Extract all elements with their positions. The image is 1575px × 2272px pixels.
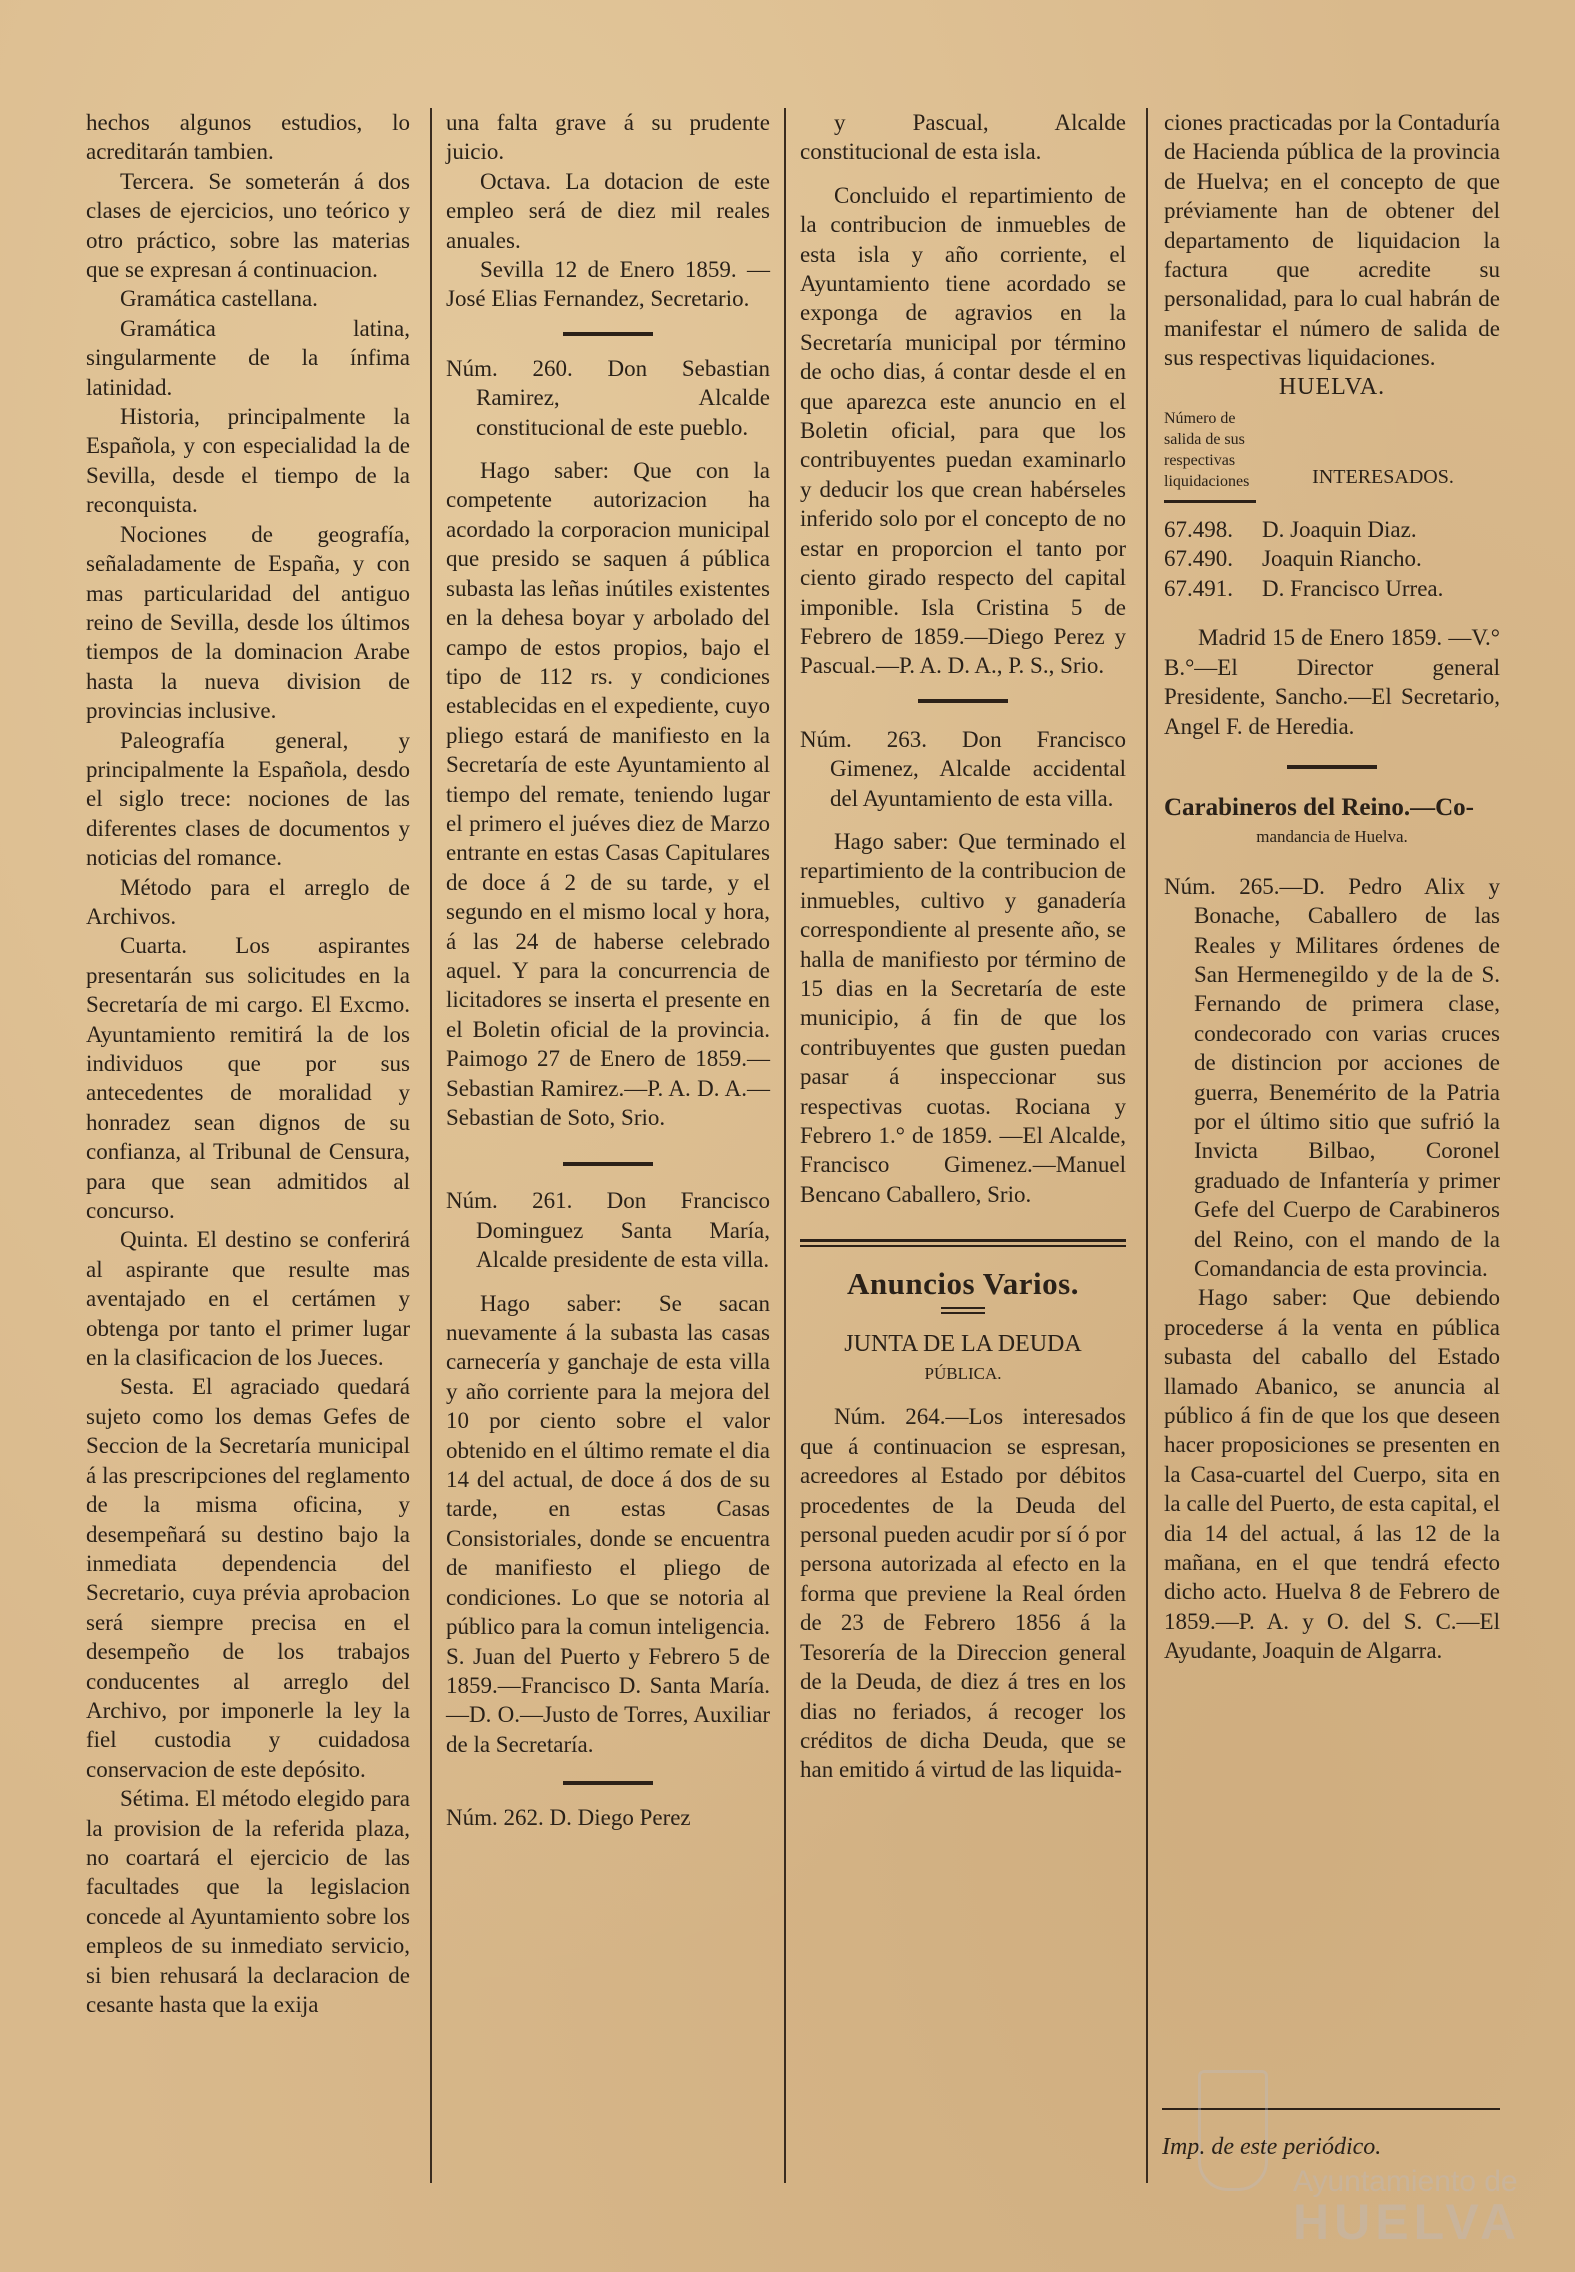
- paragraph: ciones practicadas por la Contaduría de Hacienda pública de la provincia de Huelva; en el concepto de que préviamente han de obtener del departamento de liquidacion la factura que acredite su personalidad, para lo cual habrán de manifestar el número de salida de sus respectivas liquidaciones.: [1164, 110, 1500, 371]
- huelva-heading: HUELVA.: [1278, 373, 1386, 400]
- section-double-rule: [800, 1239, 1126, 1247]
- table-header-right: INTERESADOS.: [1312, 465, 1454, 488]
- table-cell-number: 67.491.: [1164, 575, 1233, 601]
- paragraph: Madrid 15 de Enero 1859. —V.° B.°—El Director general Presidente, Sancho.—El Secretario, Angel F. de Heredia.: [1164, 625, 1500, 739]
- watermark: [1198, 2065, 1538, 2255]
- table-cell-name: Joaquin Riancho.: [1262, 546, 1422, 572]
- notice-heading-260: Núm. 260. Don Sebastian Ramirez, Alcalde constitucional de este pueblo.: [446, 355, 770, 440]
- table-row: [1164, 574, 1500, 603]
- paragraph: Sétima. El método elegido para la provision de la referida plaza, no coartará el ejercicio de las facultades que la legislacion concede al Ayuntamiento sobre los empleos de su inmediato servicio, si bien rehusará la declaracion de cesante hasta que la exija: [86, 1786, 410, 2017]
- notice-heading-263: Núm. 263. Don Francisco Gimenez, Alcalde accidental del Ayuntamiento de esta villa.: [800, 726, 1126, 811]
- table-header: [1164, 408, 1500, 492]
- table-cell-number: 67.490.: [1164, 546, 1233, 572]
- paragraph: hechos algunos estudios, lo acreditarán tambien.: [86, 110, 410, 165]
- junta-title: JUNTA DE LA DEUDA: [844, 1330, 1082, 1357]
- carabineros-title: Carabineros del Reino.—Co-: [1164, 793, 1474, 821]
- table-header-left: Número de salida de sus respectivas liquidaciones: [1164, 410, 1250, 491]
- junta-subtitle: PÚBLICA.: [924, 1364, 1002, 1384]
- separator-rule: [1287, 765, 1377, 769]
- notice-heading-265: Núm. 265.—D. Pedro Alix y Bonache, Caballero de las Reales y Militares órdenes de San Hermenegildo y de la de S. Fernando de primera clase, condecorado con varias cruces de distincion por acciones de guerra, Benemérito de la Patria por el último sitio que sufrió la Invicta Bilbao, Coronel graduado de Infantería y primer Gefe del Cuerpo de Carabineros del Reino, con el mando de la Comandancia de esta provincia.: [1164, 873, 1500, 1281]
- paragraph: Sevilla 12 de Enero 1859. —José Elias Fernandez, Secretario.: [446, 257, 770, 312]
- notice-heading-262: Núm. 262. D. Diego Perez: [446, 1805, 691, 1831]
- column-divider-2: [784, 108, 786, 2183]
- notice-body-265: Hago saber: Que debiendo procederse á la venta en pública subasta del caballo del Estado llamado Abanico, se anuncia al público á fin de que los que deseen hacer proposiciones se presenten en la Casa-cuartel del Cuerpo, sita en la calle del Puerto, de esta capital, el dia 14 del actual, á las 12 de la mañana, en el que tendrá efecto dicho acto. Huelva 8 de Febrero de 1859.—P. A. y O. del S. C.—El Ayudante, Joaquin de Algarra.: [1164, 1285, 1500, 1664]
- paragraph: Tercera. Se someterán á dos clases de ejercicios, uno teórico y otro práctico, sobre las materias que se expresan á continuacion.: [86, 168, 410, 283]
- watermark-line-1: Ayuntamiento de: [1293, 2165, 1518, 2198]
- separator-rule: [918, 699, 1008, 703]
- table-row: [1164, 544, 1500, 573]
- paragraph: una falta grave á su prudente juicio.: [446, 110, 770, 165]
- printer-imprint: Imp. de este periódico.: [1162, 2134, 1382, 2160]
- paragraph: Quinta. El destino se conferirá al aspirante que resulte mas aventajado en el certámen y obtenga por tanto el primer lugar en la clasificacion de los Jueces.: [86, 1227, 410, 1371]
- notice-body-261: Hago saber: Se sacan nuevamente á la subasta las casas carnecería y ganchaje de esta villa y año corriente para la mejora del 10 por ciento sobre el valor obtenido en el último remate el dia 14 del actual, de doce á dos de su tarde, en estas Casas Consistoriales, donde se encuentra de manifiesto el pliego de condiciones. Lo que se notoria al público para la comun inteligencia. S. Juan del Puerto y Febrero 5 de 1859.—Francisco D. Santa María.—D. O.—Justo de Torres, Auxiliar de la Secretaría.: [446, 1290, 770, 1757]
- paragraph: y Pascual, Alcalde constitucional de esta isla.: [800, 110, 1126, 165]
- paragraph: Paleografía general, y principalmente la Española, desdo el siglo trece: nociones de las diferentes clases de documentos y noticias del romance.: [86, 727, 410, 871]
- ornament-rule: [941, 1307, 985, 1314]
- paragraph: Concluido el repartimiento de la contribucion de inmuebles de esta isla y año corriente, el Ayuntamiento tiene acordado se exponga de agravios en la Secretaría municipal por término de ocho dias, á contar desde el en que aparezca este anuncio en el Boletin oficial, para que los contribuyentes puedan examinarlo y deducir los que crean habérseles inferido solo por el concepto de no estar en proporcion el tanto por ciento girado respecto del capital imponible. Isla Cristina 5 de Febrero de 1859.—Diego Perez y Pascual.—P. A. D. A., P. S., Srio.: [800, 182, 1126, 679]
- paragraph: Historia, principalmente la Española, y con especialidad la de Sevilla, desde el tiempo de la reconquista.: [86, 404, 410, 518]
- separator-rule: [563, 332, 653, 336]
- table-cell-name: D. Joaquin Diaz.: [1262, 517, 1417, 543]
- column-3: [800, 108, 1126, 1785]
- table-cell-number: 67.498.: [1164, 517, 1233, 543]
- column-divider-3: [1146, 108, 1148, 2183]
- column-2: [446, 108, 770, 1833]
- paragraph: Cuarta. Los aspirantes presentarán sus solicitudes en la Secretaría de mi cargo. El Excmo. Ayuntamiento remitirá la de los individuos que por sus antecedentes de moralidad y honradez sean dignos de su confianza, al Tribunal de Censura, para que sean admitidos al concurso.: [86, 933, 410, 1224]
- notice-body-263: Hago saber: Que terminado el repartimiento de la contribucion de inmuebles, cultivo y ganadería correspondiente al presente año, se halla de manifiesto por término de 15 dias en la Secretaría de este municipio, á fin de que los contribuyentes que gusten puedan pasar á inspeccionar sus respectivas cuotas. Rociana y Febrero 1.° de 1859. —El Alcalde, Francisco Gimenez.—Manuel Bencano Caballero, Srio.: [800, 828, 1126, 1207]
- watermark-line-2: HUELVA: [1293, 2194, 1522, 2250]
- section-title-anuncios: Anuncios Varios.: [847, 1266, 1079, 1302]
- paragraph: Método para el arreglo de Archivos.: [86, 874, 410, 929]
- paragraph: Nociones de geografía, señaladamente de España, y con mas particularidad del antiguo reino de Sevilla, desde los últimos tiempos de la dominacion Arabe hasta la nueva division de provincias inclusive.: [86, 521, 410, 724]
- table-underline: [1164, 500, 1256, 503]
- table-cell-name: D. Francisco Urrea.: [1262, 575, 1444, 601]
- paragraph: Sesta. El agraciado quedará sujeto como los demas Gefes de Seccion de la Secretaría municipal á las prescripciones del reglamento de la misma oficina, y desempeñará su destino bajo la inmediata dependencia del Secretario, cuya prévia aprobacion será siempre precisa en el desempeño de los trabajos conducentes al arreglo del Archivo, por imponerle la ley la fiel custodia y cuidadosa conservacion de este depósito.: [86, 1374, 410, 1782]
- notice-body-260: Hago saber: Que con la competente autorizacion ha acordado la corporacion municipal que presido se saquen á pública subasta las leñas inútiles existentes en la dehesa boyar y arbolado del campo de estos propios, bajo el tipo de 112 rs. y condiciones establecidas en el expediente, cuyo pliego estará de manifiesto en la Secretaría de este Ayuntamiento al tiempo del remate, teniendo lugar el primero el juéves diez de Marzo entrante en estas Casas Capitulares de doce á 2 de su tarde, y el segundo en el mismo local y hora, á las 24 de haberse celebrado aquel. Y para la concurrencia de licitadores se inserta el presente en el Boletin oficial de la provincia. Paimogo 27 de Enero de 1859.—Sebastian Ramirez.—P. A. D. A.—Sebastian de Soto, Srio.: [446, 458, 770, 1130]
- paragraph: Gramática latina, singularmente de la ínfima latinidad.: [86, 315, 410, 400]
- paragraph: Gramática castellana.: [120, 286, 318, 312]
- column-divider-1: [430, 108, 432, 2183]
- table-row: [1164, 515, 1500, 544]
- separator-rule: [563, 1162, 653, 1166]
- paragraph: Octava. La dotacion de este empleo será de diez mil reales anuales.: [446, 168, 770, 253]
- notice-heading-261: Núm. 261. Don Francisco Dominguez Santa María, Alcalde presidente de esta villa.: [446, 1188, 770, 1273]
- column-1: [86, 108, 410, 2019]
- coat-of-arms-icon: [1198, 2070, 1268, 2191]
- carabineros-subtitle: mandancia de Huelva.: [1256, 827, 1408, 847]
- column-4: [1164, 108, 1500, 1666]
- notice-body-264: Núm. 264.—Los interesados que á continuacion se espresan, acreedores al Estado por débitos procedentes de la Deuda del personal pueden acudir por sí ó por persona autorizada al efecto en la forma que previene la Real órden de 23 de Febrero 1856 á la Tesorería de la Direccion general de la Deuda, de diez á tres en los dias no feriados, á recoger los créditos de dicha Deuda, que se han emitido á virtud de las liquida-: [800, 1404, 1126, 1783]
- separator-rule: [563, 1781, 653, 1785]
